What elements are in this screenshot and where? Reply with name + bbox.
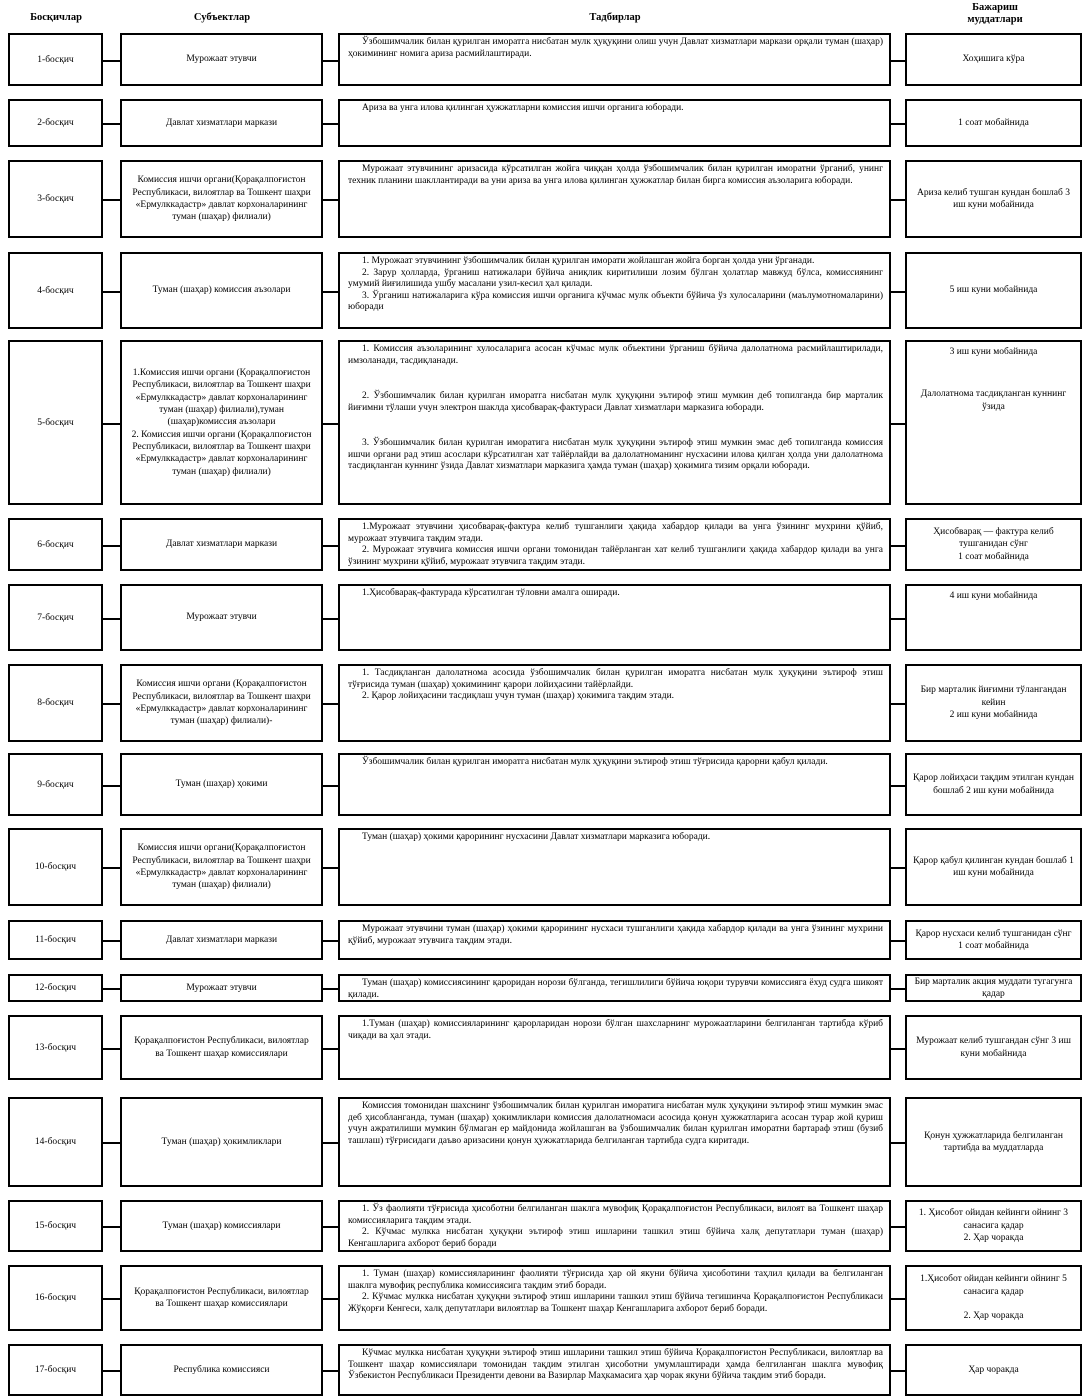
subject-cell xyxy=(120,160,323,238)
measure-item: 1. Туман (шаҳар) комиссияларининг фаолияти тўғрисида ҳар ой якуни бўйича ҳисоботини таҳлил қилади ва белгиланган шаклга мувофиқ республика комиссиясига тақдим этиб боради. xyxy=(348,1269,883,1291)
term-text: Ариза келиб тушган кундан бошлаб 3 иш куни мобайнида xyxy=(917,187,1070,210)
stage-cell xyxy=(8,252,103,329)
measure-item: Ариза ва унга илова қилинган ҳужжатларни комиссия ишчи органига юборади. xyxy=(362,103,684,113)
measure-item: 2. Қарор лойиҳасини тасдиқлаш учун туман (шаҳар) ҳокимига тақдим этади. xyxy=(362,691,675,702)
subject-cell xyxy=(120,1265,323,1331)
term-text: 1 соат мобайнида xyxy=(958,117,1029,128)
connector-line xyxy=(102,60,121,62)
subject-text: Мурожаат этувчи xyxy=(186,982,257,993)
connector-line xyxy=(102,867,121,869)
term-text: Далолатнома тасдиқланган куннинг ўзида xyxy=(920,389,1067,412)
subject-text: Мурожаат этувчи xyxy=(186,612,257,623)
connector-line xyxy=(102,545,121,547)
stage-cell xyxy=(8,920,103,960)
term-cell xyxy=(905,160,1082,238)
term-text: 4 иш куни мобайнида xyxy=(949,591,1038,601)
term-cell xyxy=(905,664,1082,742)
subject-text: Давлат хизматлари маркази xyxy=(165,117,278,128)
stage-cell xyxy=(8,1344,103,1396)
stage-label: 13-босқич xyxy=(34,1042,77,1053)
subject-text: ва Тошкент шаҳар комиссиялари xyxy=(155,1299,288,1309)
measure-item: 3. Ўрганиш натижаларига кўра комиссия ишчи органига кўчмас мулк объекти бўйича ўз хулосаларини (маълумотномаларини) юборади xyxy=(348,290,883,313)
subject-text: Комиссия ишчи органи(Қорақалпоғистон Республикаси, вилоятлар ва Тошкент шаҳри «Ермулккадастр» давлат корхоналарининг туман (шаҳар) филиали) xyxy=(132,843,311,891)
subject-text: Комиссия ишчи органи (Қорақалпоғистон Республикаси, вилоятлар ва Тошкент шаҳри «Ермулккадастр» давлат корхоналарининг туман (шаҳар) филиали)- xyxy=(132,679,311,727)
term-text: Ҳар чоракда xyxy=(968,1364,1019,1375)
connector-line xyxy=(322,940,339,942)
stage-label: 2-босқич xyxy=(37,118,74,128)
header-term-line1: Бажариш xyxy=(972,2,1018,13)
term-cell xyxy=(905,340,1082,505)
subject-text: Давлат хизматлари маркази xyxy=(165,934,278,945)
connector-line xyxy=(102,291,121,293)
stage-label: 15-босқич xyxy=(34,1221,77,1231)
connector-line xyxy=(102,988,121,990)
stage-label: 9-босқич xyxy=(37,779,74,790)
subject-text: Туман (шаҳар) комиссиялари xyxy=(162,1220,281,1231)
subject-cell xyxy=(120,974,323,1002)
measure-item: 2. Кўчмас мулкка нисбатан ҳуқуқни эътироф этиш ишларини ташкил этиш бўйича халқ депутатлари туман (шаҳар) Кенгашларига ахборот бериб боради xyxy=(348,1227,883,1249)
stage-label: 12-босқич xyxy=(34,983,77,993)
subject-text: Республика комиссияси xyxy=(173,1364,270,1375)
connector-line xyxy=(890,1048,906,1050)
term-cell xyxy=(905,1097,1082,1187)
measures-cell xyxy=(338,518,891,571)
term-text: 1.Ҳисобот ойидан кейинги ойнинг 5 санасига қадар xyxy=(920,1274,1067,1297)
connector-line xyxy=(322,423,339,425)
measures-cell xyxy=(338,1097,891,1187)
connector-line xyxy=(890,618,906,620)
stage-cell xyxy=(8,828,103,906)
measures-cell xyxy=(338,160,891,238)
measure-item: 3. Ўзбошимчалик билан қурилган иморатига нисбатан мулк ҳуқуқини эътироф этиш мумкин эмас деб топилганда комиссия ишчи органи рад этиш асослари кўрсатилган хат тайёрлайди ва далолатноманинг нусхасини илова қилган ҳолда уни далолатнома тасдиқланган куннинг ўзида Давлат хизматлари марказига ҳамда туман (шаҳар) ҳокимига тизим орқали юборади. xyxy=(348,438,883,472)
connector-line xyxy=(322,291,339,293)
connector-line xyxy=(890,988,906,990)
term-cell xyxy=(905,920,1082,960)
subject-cell xyxy=(120,1200,323,1252)
measures-cell xyxy=(338,828,891,906)
measure-item: 1.Мурожаат этувчини ҳисобварақ-фактура келиб тушганлиги ҳақида хабардор қилади ва унга ўзининг мухрини қўйиб, мурожаат этувчига тақдим этади. xyxy=(348,522,883,544)
header-stage: Босқичлар xyxy=(30,12,82,23)
term-cell xyxy=(905,1200,1082,1252)
connector-line xyxy=(322,988,339,990)
subject-cell xyxy=(120,1344,323,1396)
stage-cell xyxy=(8,1097,103,1187)
stage-label: 1-босқич xyxy=(37,54,74,65)
connector-line xyxy=(322,60,339,62)
subject-text: 1.Комиссия ишчи органи (Қорақалпоғистон Республикаси, вилоятлар ва Тошкент шаҳри «Ермулккадастр» давлат корхоналарининг туман (шаҳар) филиали),туман (шаҳар)комиссия аъзолари xyxy=(132,367,311,428)
stage-cell xyxy=(8,1200,103,1252)
subject-cell xyxy=(120,33,323,86)
connector-line xyxy=(890,1226,906,1228)
stage-label: 10-босқич xyxy=(34,862,77,872)
stage-cell xyxy=(8,99,103,147)
measure-item: 1. Мурожаат этувчининг ўзбошимчалик билан қурилган иморати жойлашган жойга борган ҳолда уни ўрганади. xyxy=(362,256,815,266)
connector-line xyxy=(322,1048,339,1050)
connector-line xyxy=(890,199,906,201)
term-cell xyxy=(905,974,1082,1002)
subject-cell xyxy=(120,252,323,329)
subject-text: Давлат хизматлари маркази xyxy=(165,539,278,550)
connector-line xyxy=(890,1370,906,1372)
connector-line xyxy=(890,867,906,869)
measure-item: 1. Ўз фаолияти тўғрисида ҳисоботни белгиланган шаклга мувофиқ Қорақалпоғистон Республикаси, вилоят ва Тошкент шаҳар комиссияларига тақдим этади. xyxy=(348,1204,883,1226)
measure-item: Кўчмас мулкка нисбатан ҳуқуқни эътироф этиш ишларини ташкил этиш бўйича Қорақалпоғистон Республикаси, вилоятлар ва Тошкент шаҳар комиссиялари томонидан тақдим этилган ҳисоботни умумлаштиради ҳамда белгиланган шаклга мувофиқ Ўзбекистон Республикаси Президенти девони ва Вазирлар Маҳкамасига ҳар чорак якуни бўйича тақдим этиб боради. xyxy=(348,1348,883,1382)
measure-item: Комиссия томонидан шахснинг ўзбошимчалик билан қурилган иморатига нисбатан мулк ҳуқуқини эътироф этиш мумкин эмас деб ҳисобланганда, туман (шаҳар) ҳокимликлари комиссия далолатномаси асосида қонун ҳужжатларига асосан турар жой қуриш учун ажратилиши мумкин бўлмаган ер майдонида жойлашган ва ўзбошимчалик билан қурилган иморатни бартараф этиш (бузиб ташлаш) тўғрисидаги даъво аризасини қонун ҳужжатларида белгиланган тартибда судга киритади. xyxy=(348,1101,883,1146)
stage-label: 6-босқич xyxy=(37,539,74,550)
connector-line xyxy=(322,199,339,201)
measures-cell xyxy=(338,753,891,816)
term-cell xyxy=(905,828,1082,906)
connector-line xyxy=(102,1048,121,1050)
subject-cell xyxy=(120,920,323,960)
connector-line xyxy=(890,703,906,705)
term-text: Бир марталик акция муддати тугагунга қадар xyxy=(914,976,1073,999)
subject-cell xyxy=(120,340,323,505)
subject-text: 2. Комиссия ишчи органи (Қорақалпоғистон Республикаси, вилоятлар ва Тошкент шаҳри «Ермулккадастр» давлат корхоналарининг туман (шаҳар) филиали) xyxy=(131,429,312,477)
connector-line xyxy=(322,867,339,869)
subject-cell xyxy=(120,518,323,571)
connector-line xyxy=(322,785,339,787)
measure-item: 1.Туман (шаҳар) комиссияларининг қарорларидан норози бўлган шахсларнинг мурожаатларини белгиланган тартибда кўриб чиқади ва ҳал этади. xyxy=(348,1019,883,1041)
header-measures: Тадбирлар xyxy=(589,12,641,23)
connector-line xyxy=(102,1370,121,1372)
stage-cell xyxy=(8,664,103,742)
subject-text: Қорақалпоғистон Республикаси, вилоятлар xyxy=(134,1036,309,1047)
connector-line xyxy=(890,123,906,125)
term-cell xyxy=(905,252,1082,329)
stage-cell xyxy=(8,340,103,505)
subject-text: Туман (шаҳар) комиссия аъзолари xyxy=(152,285,291,296)
connector-line xyxy=(102,1298,121,1300)
stage-label: 14-босқич xyxy=(34,1137,77,1147)
term-text: 3 иш куни мобайнида xyxy=(949,347,1038,357)
term-text: Ҳисобварақ — фактура келиб тушганидан сўнг xyxy=(933,526,1054,550)
connector-line xyxy=(890,291,906,293)
measures-cell xyxy=(338,1265,891,1331)
connector-line xyxy=(102,1226,121,1228)
term-text: 2. Ҳар чоракда xyxy=(963,1233,1024,1244)
term-cell xyxy=(905,584,1082,651)
header-subject: Субъектлар xyxy=(193,12,251,23)
subject-text: Туман (шаҳар) ҳокимликлари xyxy=(161,1136,282,1147)
subject-cell xyxy=(120,664,323,742)
measures-cell xyxy=(338,99,891,147)
stage-cell xyxy=(8,160,103,238)
measure-item: 2. Ўзбошимчалик билан қурилган иморатга нисбатан мулк ҳуқуқини эътироф этиш мумкин деб топилганда бир марталик йиғимни тўлаши учун электрон шаклда ҳисобварақ-фактураси Давлат хизматлари марказига юборади. xyxy=(348,391,883,413)
subject-text: Қорақалпоғистон Республикаси, вилоятлар xyxy=(134,1286,309,1297)
term-text: 1 соат мобайнида xyxy=(958,941,1029,951)
connector-line xyxy=(102,199,121,201)
subject-text: ва Тошкент шаҳар комиссиялари xyxy=(155,1048,288,1059)
stage-label: 5-босқич xyxy=(37,417,74,428)
stage-cell xyxy=(8,584,103,651)
connector-line xyxy=(322,123,339,125)
stage-label: 7-босқич xyxy=(37,612,74,623)
subject-cell xyxy=(120,99,323,147)
connector-line xyxy=(890,785,906,787)
subject-text: Туман (шаҳар) ҳокими xyxy=(175,779,268,790)
term-cell xyxy=(905,99,1082,147)
measures-cell xyxy=(338,1200,891,1252)
measure-item: Ўзбошимчалик билан қурилган иморатга нисбатан мулк ҳуқуқини эътироф этиш тўғрисида қарорни қабул қилади. xyxy=(362,757,828,767)
connector-line xyxy=(890,60,906,62)
measure-item: 1. Комиссия аъзоларининг хулосаларига асосан кўчмас мулк объектини ўрганиш бўйича далолатнома расмийлаштирилади, имзоланади, тасдиқланади. xyxy=(348,344,883,366)
term-text: Қарор қабул қилинган кундан бошлаб 1 иш куни мобайнида xyxy=(913,855,1074,878)
term-text: 5 иш куни мобайнида xyxy=(949,285,1038,296)
term-text: Хоҳишига кўра xyxy=(962,54,1025,65)
measure-item: Ўзбошимчалик билан қурилган иморатга нисбатан мулк ҳуқуқини олиш учун Давлат хизматлари маркази орқали туман (шаҳар) ҳокимининг номига ариза расмийлаштиради. xyxy=(348,37,883,59)
measures-cell xyxy=(338,1344,891,1396)
measure-item: 2. Зарур ҳолларда, ўрганиш натижалари бўйича аниқлик киритилиши лозим бўлган ҳолатлар мавжуд бўлса, комиссиянинг умумий йиғилишида ушбу масалани узил-кесил ҳал қилади. xyxy=(348,267,883,290)
connector-line xyxy=(102,703,121,705)
measures-cell xyxy=(338,33,891,86)
term-text: Қарор лойиҳаси тақдим этилган кундан бошлаб 2 иш куни мобайнида xyxy=(913,773,1074,796)
stage-label: 8-босқич xyxy=(37,698,74,708)
stage-label: 4-босқич xyxy=(37,285,74,296)
subject-cell xyxy=(120,584,323,651)
term-text: 2 иш куни мобайнида xyxy=(949,710,1038,721)
connector-line xyxy=(890,940,906,942)
subject-cell xyxy=(120,1097,323,1187)
connector-line xyxy=(102,785,121,787)
connector-line xyxy=(890,423,906,425)
measures-cell xyxy=(338,252,891,329)
measures-cell xyxy=(338,1015,891,1080)
header-term xyxy=(906,2,1084,26)
term-text: 1 соат мобайнида xyxy=(958,551,1029,562)
stage-label: 3-босқич xyxy=(37,194,74,204)
measure-item: Туман (шаҳар) комиссиясининг қароридан норози бўлганда, тегишлилиги бўйича юқори турувчи комиссияга ёхуд судга шикоят қилади. xyxy=(348,978,883,1000)
connector-line xyxy=(102,618,121,620)
stage-cell xyxy=(8,1015,103,1080)
measure-item: Мурожаат этувчининг аризасида кўрсатилган жойга чиққан ҳолда ўзбошимчалик билан қурилган иморатни ўрганиб, унинг техник планини шакллантиради ва уни ариза ва унга илова қилинган ҳужжатлар билан бирга комиссия аъзоларига юборади. xyxy=(348,164,883,186)
connector-line xyxy=(890,1298,906,1300)
term-cell xyxy=(905,518,1082,571)
measure-item: 2. Мурожаат этувчига комиссия ишчи органи томонидан тайёрланган хат келиб тушганлиги ҳақида хабардор қилади ва унга ўзининг мухрини қўйиб, мурожаат этувчига тақдим этади. xyxy=(348,545,883,567)
term-cell xyxy=(905,1265,1082,1331)
measure-item: 1.Ҳисобварақ-фактурада кўрсатилган тўловни амалга оширади. xyxy=(362,588,620,598)
measure-item: Туман (шаҳар) ҳокими қарорининг нусхасини Давлат хизматлари марказига юборади. xyxy=(362,832,711,842)
measures-cell xyxy=(338,974,891,1002)
term-text: Қонун ҳужжатларида белгиланган тартибда ва муддатларда xyxy=(924,1130,1063,1153)
subject-cell xyxy=(120,1015,323,1080)
term-text: Бир марталик йиғимни тўлангандан кейин xyxy=(920,685,1067,708)
term-cell xyxy=(905,1344,1082,1396)
connector-line xyxy=(322,1298,339,1300)
subject-cell xyxy=(120,753,323,816)
stage-cell xyxy=(8,974,103,1002)
connector-line xyxy=(102,123,121,125)
measure-item: 2. Кўчмас мулкка нисбатан ҳуқуқни эътироф этиш ишларини ташкил этиш бўйича тегишинча Қорақалпоғистон Республикаси Жўқорғи Кенгеси, халқ депутатлари вилоятлар ва Тошкент шаҳар Кенгашларига ахборот бериб боради. xyxy=(348,1292,883,1314)
term-text: Қарор нусхаси келиб тушганидан сўнг xyxy=(915,928,1072,939)
measures-cell xyxy=(338,664,891,742)
stage-cell xyxy=(8,753,103,816)
header-term-line2: муддатлари xyxy=(967,14,1023,26)
measures-cell xyxy=(338,340,891,505)
connector-line xyxy=(890,545,906,547)
term-cell xyxy=(905,33,1082,86)
stage-label: 16-босқич xyxy=(34,1293,77,1303)
measure-item: 1. Тасдиқланган далолатнома асосида ўзбошимчалик билан қурилган иморатга нисбатан мулк ҳуқуқини эътироф этиш тўғрисида туман (шаҳар) ҳокимининг қарори лойиҳасини тайёрлайди. xyxy=(348,668,883,690)
connector-line xyxy=(102,940,121,942)
connector-line xyxy=(102,423,121,425)
term-cell xyxy=(905,1015,1082,1080)
connector-line xyxy=(322,1226,339,1228)
measures-cell xyxy=(338,920,891,960)
term-text: 1. Ҳисобот ойидан кейинги ойнинг 3 санасига қадар xyxy=(918,1208,1069,1231)
measure-item: Мурожаат этувчини туман (шаҳар) ҳокими қарорининг нусхаси тушганлиги ҳақида хабардор қилади ва унга ўзининг мухрини қўйиб, мурожаат этувчига тақдим этади. xyxy=(348,924,883,946)
connector-line xyxy=(322,618,339,620)
stage-cell xyxy=(8,518,103,571)
stage-label: 17-босқич xyxy=(34,1365,77,1375)
stage-cell xyxy=(8,33,103,86)
connector-line xyxy=(102,1142,121,1144)
subject-text: Комиссия ишчи органи(Қорақалпоғистон Республикаси, вилоятлар ва Тошкент шаҳри «Ермулккадастр» давлат корхоналарининг туман (шаҳар) филиали) xyxy=(132,175,311,223)
stage-label: 11-босқич xyxy=(35,935,76,945)
term-text: 2. Ҳар чоракда xyxy=(963,1311,1024,1322)
measures-cell xyxy=(338,584,891,651)
term-text: Мурожаат келиб тушгандан сўнг 3 иш куни мобайнида xyxy=(916,1036,1071,1059)
term-cell xyxy=(905,753,1082,816)
stage-cell xyxy=(8,1265,103,1331)
connector-line xyxy=(322,545,339,547)
connector-line xyxy=(322,1370,339,1372)
connector-line xyxy=(322,703,339,705)
subject-cell xyxy=(120,828,323,906)
subject-text: Мурожаат этувчи xyxy=(186,54,257,65)
connector-line xyxy=(890,1142,906,1144)
connector-line xyxy=(322,1142,339,1144)
